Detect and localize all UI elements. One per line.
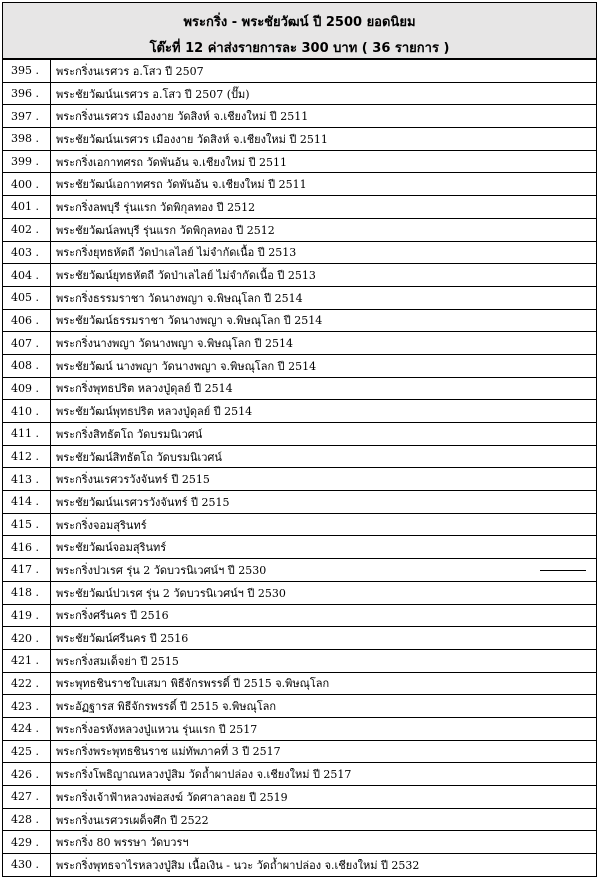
item-description: พระชัยวัฒน์ลพบุรี รุ่นแรก วัดพิกุลทอง ปี 2512 [51,218,597,241]
table-row [3,717,597,740]
table-row [3,672,597,695]
table-row [3,786,597,809]
table-row [3,695,597,718]
item-number: 396 . [3,82,51,105]
table-header [2,2,597,59]
page-title: พระกริ่ง - พระชัยวัฒน์ ปี 2500 ยอดนิยม [183,15,416,30]
item-number: 423 . [3,695,51,718]
item-number: 415 . [3,513,51,536]
item-description: พระชัยวัฒน์ นางพญา วัดนางพญา จ.พิษณุโลก ปี 2514 [51,354,597,377]
item-number: 402 . [3,218,51,241]
item-description: พระอัฏฐารส พิธีจักรพรรดิ์ ปี 2515 จ.พิษณุโลก [51,695,597,718]
item-description: พระชัยวัฒน์เอกาทศรถ วัดพันอ้น จ.เชียงใหม่ ปี 2511 [51,173,597,196]
item-number: 409 . [3,377,51,400]
item-number: 395 . [3,60,51,83]
item-description: พระกริ่งนเรศวร อ.โสว ปี 2507 [51,60,597,83]
item-description: พระกริ่งลพบุรี รุ่นแรก วัดพิกุลทอง ปี 2512 [51,196,597,219]
table-row [3,400,597,423]
item-number: 405 . [3,286,51,309]
item-description: พระกริ่งปวเรศ รุ่น 2 วัดบวรนิเวศน์ฯ ปี 2530 [51,559,597,582]
item-description: พระกริ่งธรรมราชา วัดนางพญา จ.พิษณุโลก ปี 2514 [51,286,597,309]
table-row [3,581,597,604]
table-row [3,831,597,854]
item-description: พระกริ่ง 80 พรรษา วัดบวรฯ [51,831,597,854]
item-number: 425 . [3,740,51,763]
item-description: พระชัยวัฒน์ยุทธหัตถี วัดป่าเลไลย์ ไม่จำกัดเนื้อ ปี 2513 [51,264,597,287]
item-number: 430 . [3,854,51,877]
item-description: พระชัยวัฒน์พุทธปริต หลวงปู่ดุลย์ ปี 2514 [51,400,597,423]
item-description: พระชัยวัฒน์ศรีนคร ปี 2516 [51,627,597,650]
item-number: 420 . [3,627,51,650]
table-row [3,536,597,559]
item-number: 408 . [3,354,51,377]
item-number: 410 . [3,400,51,423]
item-number: 407 . [3,332,51,355]
item-description: พระกริ่งนเรศวรเผด็จศึก ปี 2522 [51,808,597,831]
item-description: พระชัยวัฒน์ธรรมราชา วัดนางพญา จ.พิษณุโลก ปี 2514 [51,309,597,332]
item-description: พระกริ่งพระพุทธชินราช แม่ทัพภาคที่ 3 ปี 2517 [51,740,597,763]
item-number: 429 . [3,831,51,854]
table-row [3,82,597,105]
item-number: 418 . [3,581,51,604]
item-number: 400 . [3,173,51,196]
item-number: 417 . [3,559,51,582]
item-number: 421 . [3,649,51,672]
table-row [3,854,597,877]
table-row [3,241,597,264]
table-row [3,173,597,196]
item-number: 411 . [3,423,51,446]
item-description: พระชัยวัฒน์จอมสุรินทร์ [51,536,597,559]
item-description: พระกริ่งโพธิญาณหลวงปู่สิม วัดถ้ำผาปล่อง จ.เชียงใหม่ ปี 2517 [51,763,597,786]
item-number: 428 . [3,808,51,831]
item-number: 419 . [3,604,51,627]
page-subtitle: โต๊ะที่ 12 ค่าส่งรายการละ 300 บาท ( 36 รายการ ) [149,41,450,56]
item-number: 422 . [3,672,51,695]
item-number: 406 . [3,309,51,332]
item-description: พระชัยวัฒน์นเรศวรวังจันทร์ ปี 2515 [51,491,597,514]
item-description: พระกริ่งเอกาทศรถ วัดพันอ้น จ.เชียงใหม่ ปี 2511 [51,150,597,173]
table-row [3,763,597,786]
item-number: 413 . [3,468,51,491]
item-number: 403 . [3,241,51,264]
margin-line [540,570,586,571]
item-description: พระชัยวัฒน์นเรศวร เมืองงาย วัดสิงห์ จ.เชียงใหม่ ปี 2511 [51,128,597,151]
table-row [3,60,597,83]
item-number: 416 . [3,536,51,559]
table-row [3,423,597,446]
item-description: พระกริ่งสมเด็จย่า ปี 2515 [51,649,597,672]
item-number: 404 . [3,264,51,287]
item-description: พระกริ่งนางพญา วัดนางพญา จ.พิษณุโลก ปี 2514 [51,332,597,355]
item-number: 399 . [3,150,51,173]
item-number: 401 . [3,196,51,219]
table-row [3,354,597,377]
item-description: พระกริ่งนเรศวรวังจันทร์ ปี 2515 [51,468,597,491]
item-description: พระชัยวัฒน์สิทธัตโถ วัดบรมนิเวศน์ [51,445,597,468]
item-number: 414 . [3,491,51,514]
item-description: พระชัยวัฒน์ปวเรศ รุ่น 2 วัดบวรนิเวศน์ฯ ปี 2530 [51,581,597,604]
item-description: พระกริ่งยุทธหัตถี วัดป่าเลไลย์ ไม่จำกัดเนื้อ ปี 2513 [51,241,597,264]
table-row [3,264,597,287]
item-number: 424 . [3,717,51,740]
table-row [3,150,597,173]
item-description: พระกริ่งเจ้าฟ้าหลวงพ่อสงฆ์ วัดศาลาลอย ปี 2519 [51,786,597,809]
table-row [3,286,597,309]
item-description: พระกริ่งศรีนคร ปี 2516 [51,604,597,627]
table-row [3,649,597,672]
table-row [3,627,597,650]
table-row [3,445,597,468]
table-row [3,604,597,627]
table-row [3,513,597,536]
table-row [3,740,597,763]
table-row [3,309,597,332]
item-description: พระกริ่งพุทธจาไรหลวงปู่สิม เนื้อเงิน - นวะ วัดถ้ำผาปล่อง จ.เชียงใหม่ ปี 2532 [51,854,597,877]
table-row [3,559,597,582]
item-number: 412 . [3,445,51,468]
item-description: พระกริ่งสิทธัตโถ วัดบรมนิเวศน์ [51,423,597,446]
item-description: พระกริ่งพุทธปริต หลวงปู่ดุลย์ ปี 2514 [51,377,597,400]
table-row [3,377,597,400]
item-description: พระกริ่งอรหังหลวงปู่แหวน รุ่นแรก ปี 2517 [51,717,597,740]
table-row [3,491,597,514]
item-description: พระกริ่งจอมสุรินทร์ [51,513,597,536]
table-row [3,218,597,241]
table-row [3,128,597,151]
table-row [3,196,597,219]
table-row [3,105,597,128]
table-row [3,332,597,355]
item-description: พระพุทธชินราชใบเสมา พิธีจักรพรรดิ์ ปี 2515 จ.พิษณุโลก [51,672,597,695]
table-row [3,468,597,491]
item-number: 427 . [3,786,51,809]
item-description: พระชัยวัฒน์นเรศวร อ.โสว ปี 2507 (ปั๊ม) [51,82,597,105]
item-number: 426 . [3,763,51,786]
item-table [2,59,597,877]
item-description: พระกริ่งนเรศวร เมืองงาย วัดสิงห์ จ.เชียงใหม่ ปี 2511 [51,105,597,128]
item-number: 397 . [3,105,51,128]
table-row [3,808,597,831]
item-number: 398 . [3,128,51,151]
